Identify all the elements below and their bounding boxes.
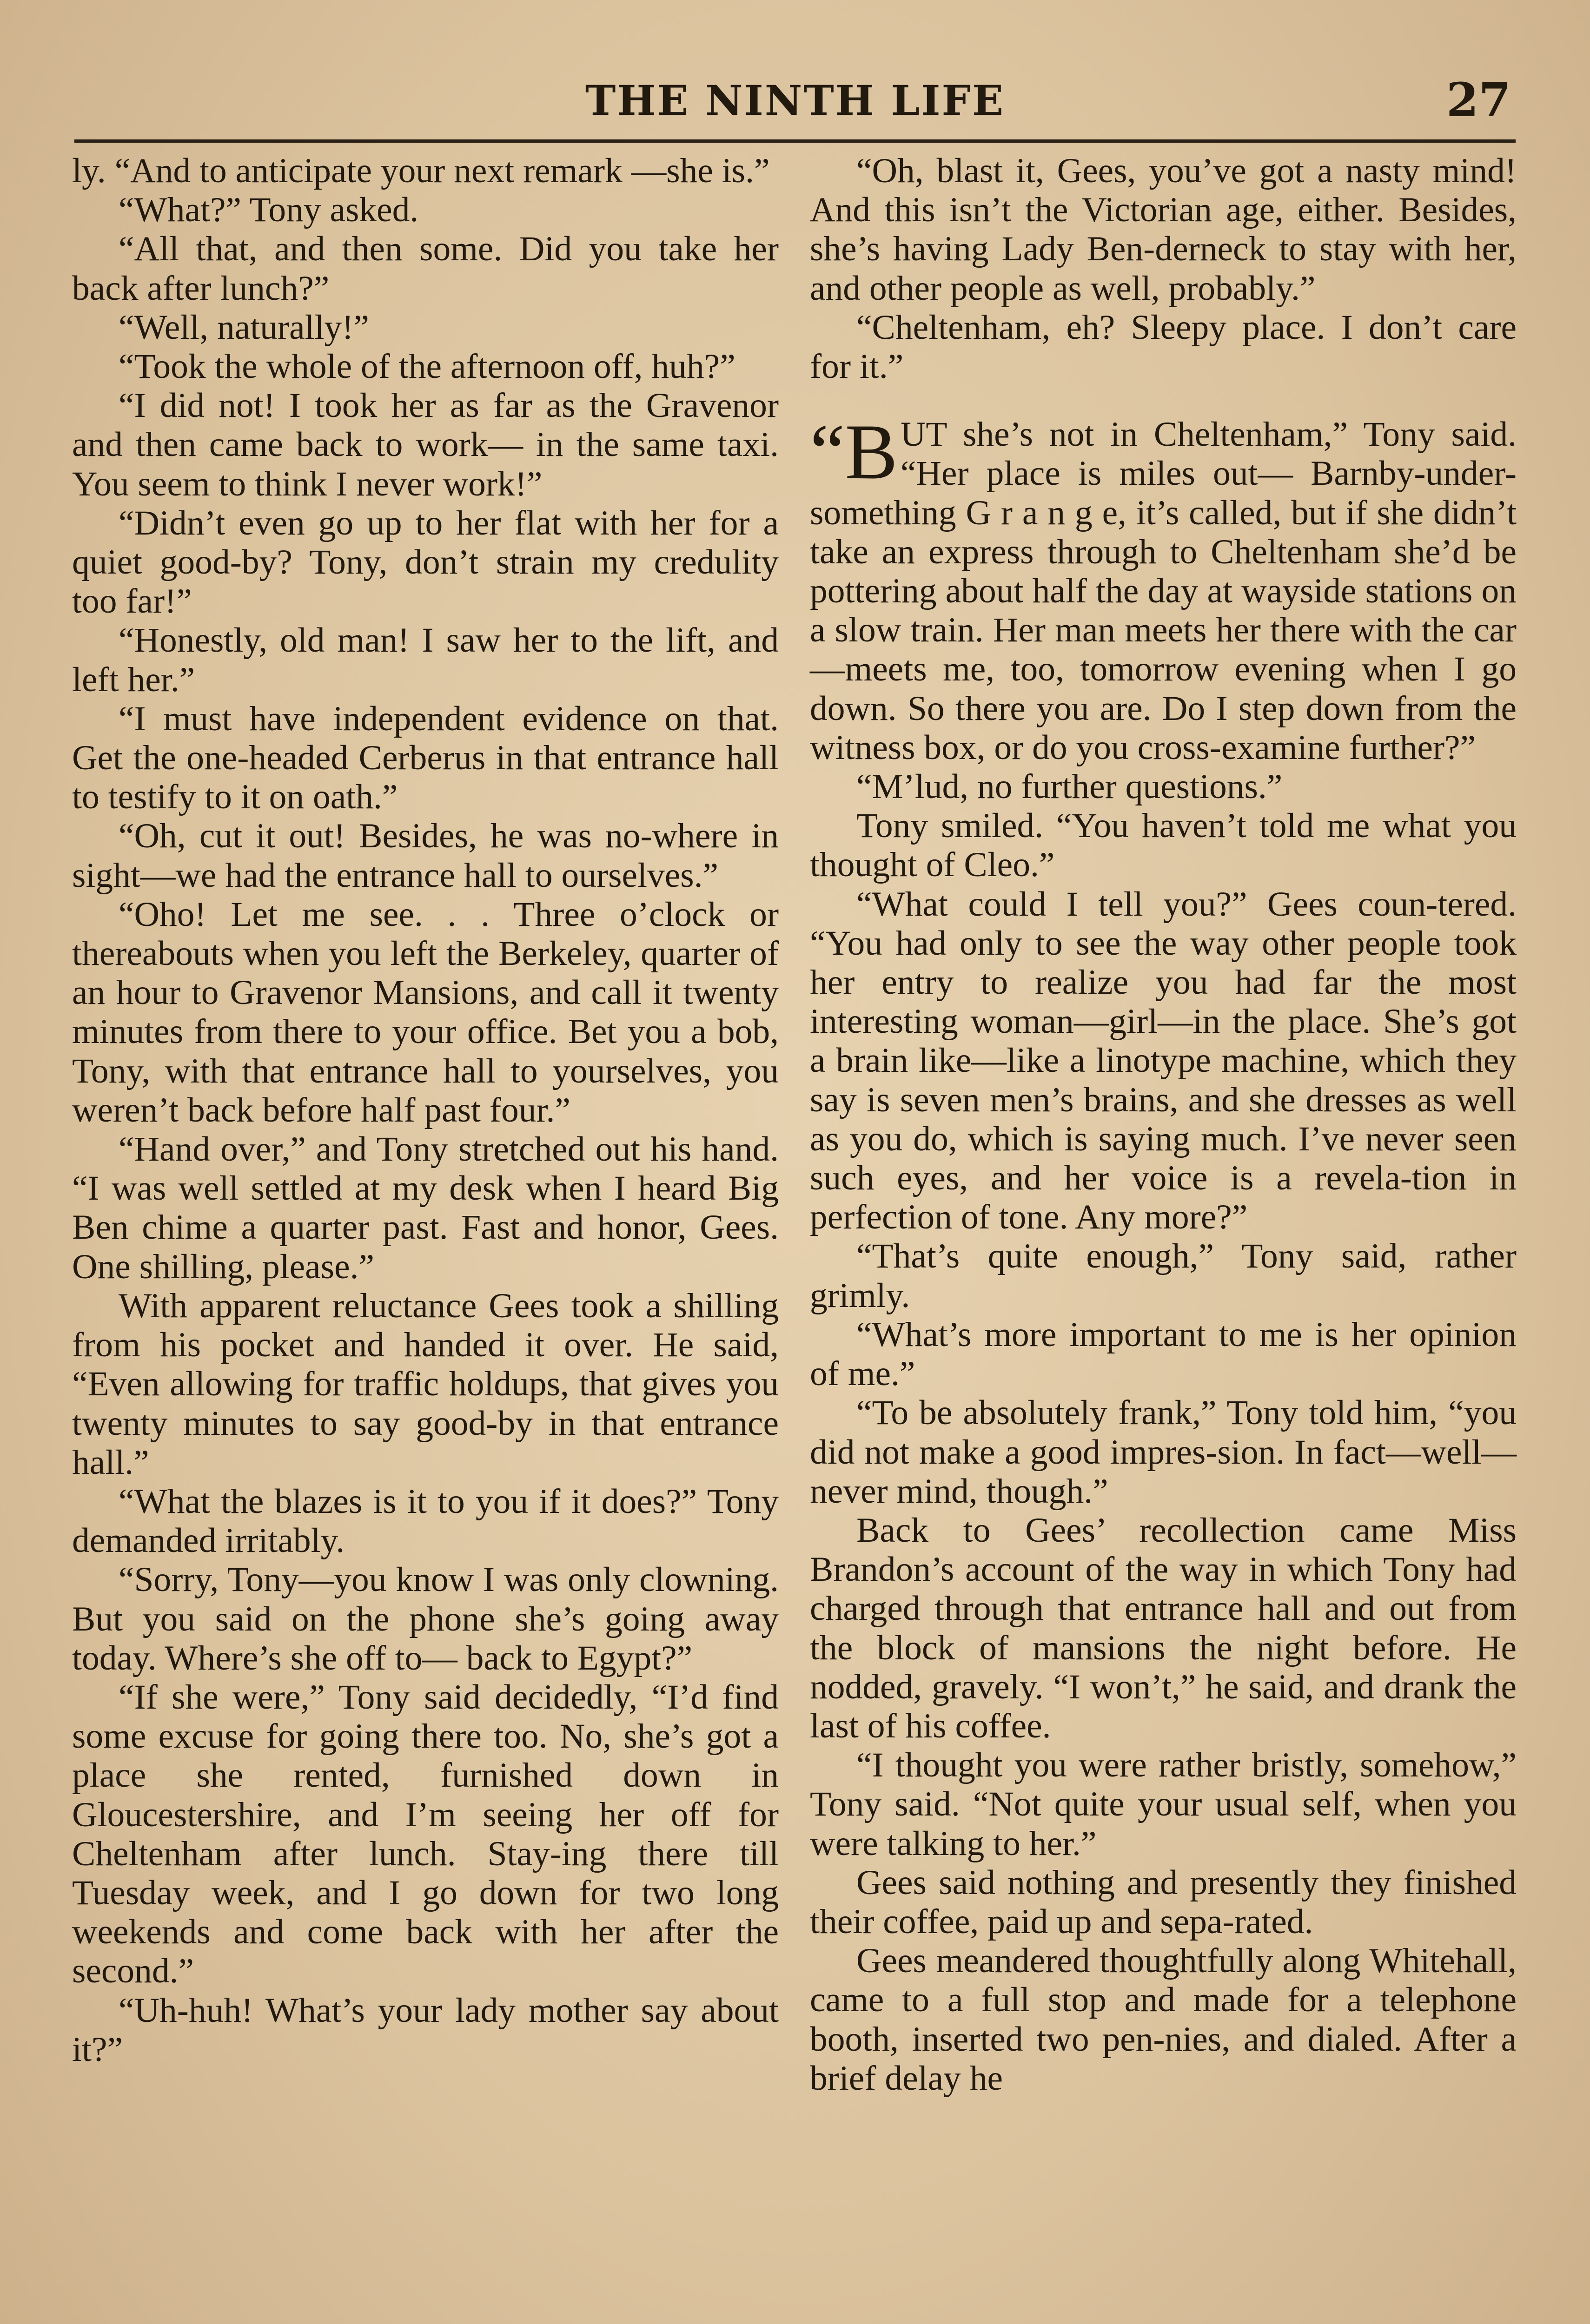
paragraph: “M’lud, no further questions.” (856, 767, 1283, 806)
paragraph: ly. “And to anticipate your next remark —she is.” (72, 152, 770, 190)
paragraph: “Hand over,” and Tony stretched out his hand. “I was well settled at my desk when I heard Big Ben chime a quarter past. Fast and honor, Gees. One shilling, please.” (72, 1130, 779, 1286)
paragraph: “Uh-huh! What’s your lady mother say about it?” (72, 1991, 779, 2069)
paragraph: “Cheltenham, eh? Sleepy place. I don’t care for it.” (810, 308, 1517, 386)
paragraph: “Took the whole of the afternoon off, huh?” (119, 347, 735, 386)
page-number: 27 (1446, 73, 1511, 127)
paragraph: “I must have independent evidence on that. Get the one-headed Cerberus in that entrance hall to testify to it on oath.” (72, 699, 779, 817)
running-head (74, 70, 1516, 143)
section-opening-text: UT she’s not in Cheltenham,” Tony said. “Her place is miles out— Barnby-under-something G r a n g e, it’s called, but if she didn’t take an express through to Cheltenham she’d be pottering about half the day at wayside stations on a slow train. Her man meets her there with the car—meets me, too, tomorrow evening when I go down. So there you are. Do I step down from the witness box, or do you cross-examine further?” (810, 415, 1517, 767)
paragraph: “I did not! I took her as far as the Gravenor and then came back to work— in the same taxi. You seem to think I never work!” (72, 386, 779, 503)
paragraph: “Honestly, old man! I saw her to the lift, and left her.” (72, 621, 779, 699)
paragraph: “What the blazes is it to you if it does?” Tony demanded irritably. (72, 1482, 779, 1560)
paragraph: Back to Gees’ recollection came Miss Brandon’s account of the way in which Tony had charged through that entrance hall and out from the block of mansions the night before. He nodded, gravely. “I won’t,” he said, and drank the last of his coffee. (810, 1511, 1517, 1745)
paragraph: “To be absolutely frank,” Tony told him, “you did not make a good impres-sion. In fact—well—never mind, though.” (810, 1393, 1517, 1511)
page-title: THE NINTH LIFE (585, 76, 1005, 125)
paragraph: “Sorry, Tony—you know I was only clowning. But you said on the phone she’s going away today. Where’s she off to— back to Egypt?” (72, 1560, 779, 1677)
paragraph: Gees said nothing and presently they finished their coffee, paid up and sepa-rated. (810, 1863, 1517, 1941)
section-opening-paragraph (810, 408, 1517, 767)
right-column (810, 152, 1517, 2098)
paragraph: With apparent reluctance Gees took a shilling from his pocket and handed it over. He said, “Even allowing for traffic holdups, that gives you twenty minutes to say good-by in that entrance hall.” (72, 1286, 779, 1482)
left-column (72, 152, 779, 2069)
paragraph: “What’s more important to me is her opinion of me.” (810, 1315, 1517, 1393)
paragraph: “Oho! Let me see. . . Three o’clock or thereabouts when you left the Berkeley, quarter of an hour to Gravenor Mansions, and call it twenty minutes from there to your office. Bet you a bob, Tony, with that entrance hall to yourselves, you weren’t back before half past four.” (72, 895, 779, 1129)
paragraph: Gees meandered thoughtfully along Whitehall, came to a full stop and made for a telephone booth, inserted two pen-nies, and dialed. After a brief delay he (810, 1941, 1517, 2098)
paragraph: “If she were,” Tony said decidedly, “I’d find some excuse for going there too. No, she’s got a place she rented, furnished down in Gloucestershire, and I’m seeing her off for Cheltenham after lunch. Stay-ing there till Tuesday week, and I go down for two long weekends and come back with her after the second.” (72, 1677, 779, 1991)
paragraph: Tony smiled. “You haven’t told me what you thought of Cleo.” (810, 806, 1517, 885)
section-gap (810, 386, 1517, 415)
paragraph: “That’s quite enough,” Tony said, rather grimly. (810, 1237, 1517, 1315)
paragraph: “What could I tell you?” Gees coun-tered. “You had only to see the way other people took her entry to realize you had far the most interesting woman—girl—in the place. She’s got a brain like—like a linotype machine, which they say is seven men’s brains, and she dresses as well as you do, which is saying much. I’ve never seen such eyes, and her voice is a revela-tion in perfection of tone. Any more?” (810, 885, 1517, 1237)
paragraph: “All that, and then some. Did you take her back after lunch?” (72, 230, 779, 308)
paragraph: “Oh, cut it out! Besides, he was no-where in sight—we had the entrance hall to ourselves.” (72, 817, 779, 895)
paragraph: “Oh, blast it, Gees, you’ve got a nasty mind! And this isn’t the Victorian age, either. Besides, she’s having Lady Ben-derneck to stay with her, and other people as well, probably.” (810, 152, 1517, 308)
paragraph: “I thought you were rather bristly, somehow,” Tony said. “Not quite your usual self, when you were talking to her.” (810, 1746, 1517, 1863)
drop-cap: “B (810, 408, 898, 496)
paragraph: “What?” Tony asked. (119, 191, 419, 230)
paragraph: “Well, naturally!” (119, 308, 369, 347)
paragraph: “Didn’t even go up to her flat with her for a quiet good-by? Tony, don’t strain my credulity too far!” (72, 503, 779, 621)
